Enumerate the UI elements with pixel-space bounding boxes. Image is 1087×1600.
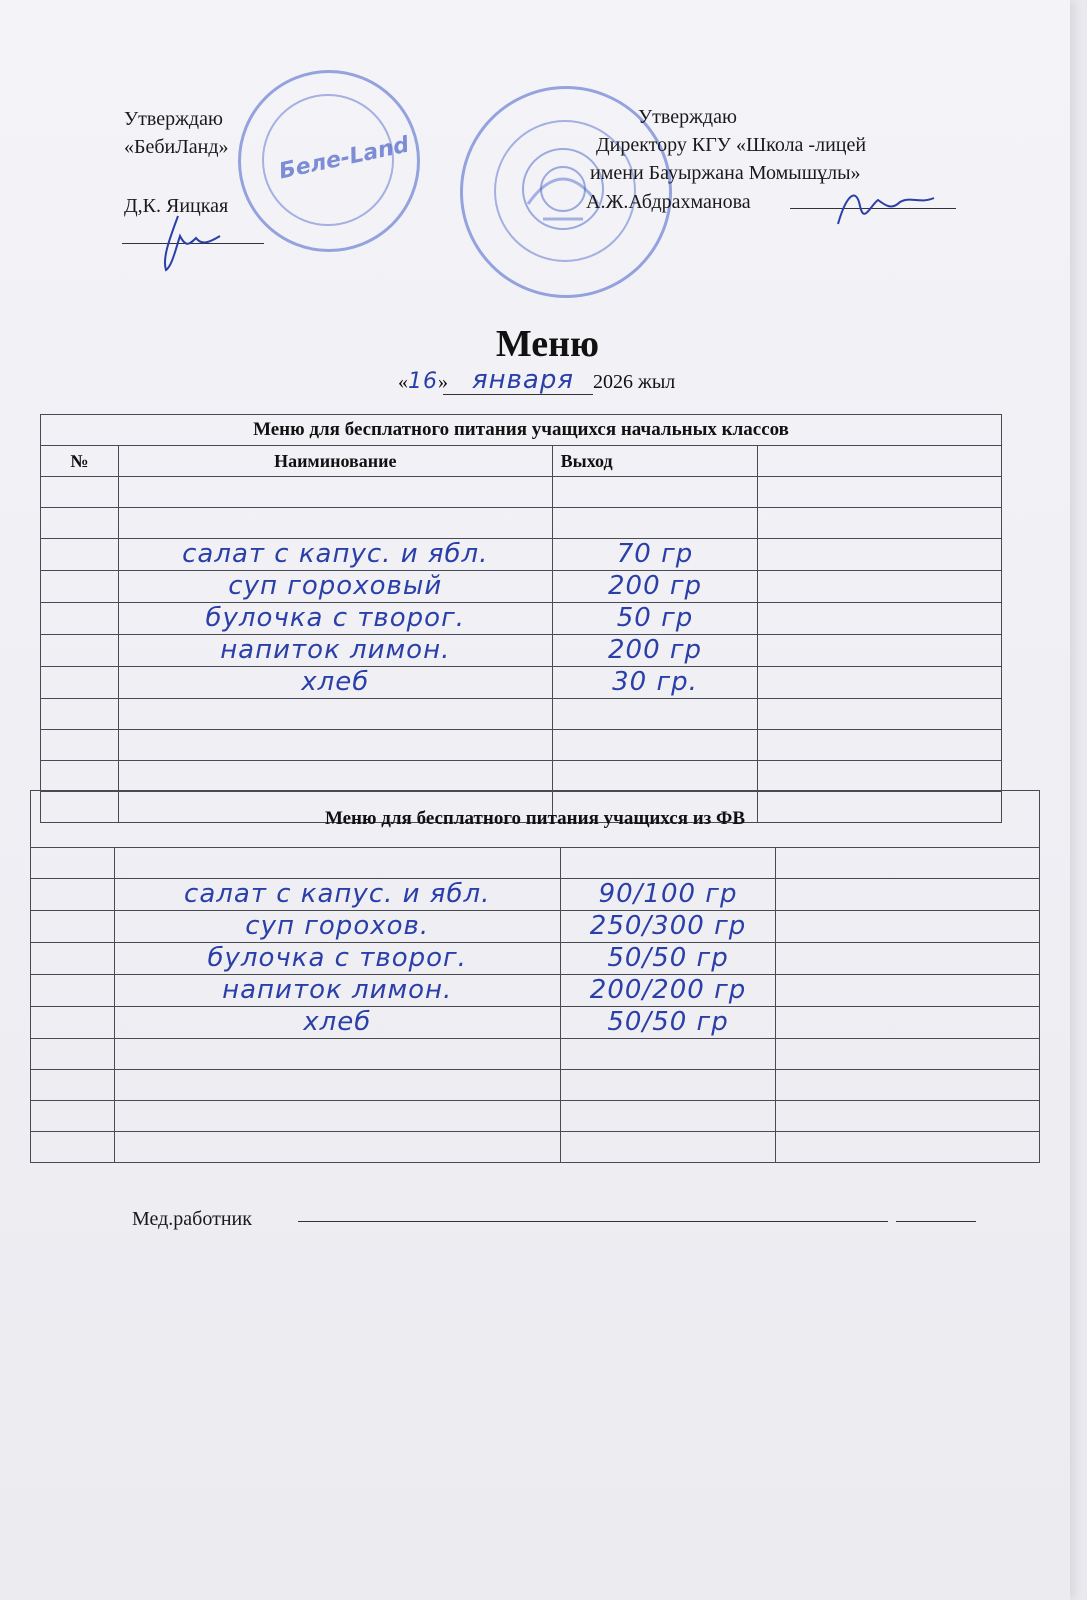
right-approval-line1: Директору КГУ «Школа -лицей — [596, 134, 867, 156]
table-row — [41, 508, 1002, 539]
table-row — [31, 911, 1040, 943]
row-number-cell — [31, 1039, 115, 1070]
row-number-cell — [31, 943, 115, 975]
table-row — [31, 1101, 1040, 1132]
row-output-cell: 50/50 гр — [560, 943, 776, 975]
table-row — [41, 539, 1002, 571]
row-number-cell — [41, 477, 119, 508]
table-row — [41, 571, 1002, 603]
row-extra-cell — [776, 1132, 1040, 1163]
row-number-cell — [31, 1132, 115, 1163]
row-number-cell — [31, 911, 115, 943]
row-number-cell — [41, 730, 119, 761]
row-extra-cell — [758, 635, 1002, 667]
row-name-cell — [114, 848, 560, 879]
row-extra-cell — [776, 848, 1040, 879]
row-name-cell — [118, 508, 552, 539]
left-signature — [150, 208, 240, 278]
row-extra-cell — [758, 699, 1002, 730]
row-number-cell — [31, 1101, 115, 1132]
row-number-cell — [41, 508, 119, 539]
date-year: 2026 — [593, 371, 633, 393]
left-approval-label: Утверждаю — [124, 108, 223, 130]
row-output-cell: 250/300 гр — [560, 911, 776, 943]
row-number-cell — [41, 603, 119, 635]
row-extra-cell — [776, 1039, 1040, 1070]
row-output-cell — [552, 477, 758, 508]
table-caption-row — [31, 791, 1040, 848]
row-output-cell: 50 гр — [552, 603, 758, 635]
row-output-cell — [552, 508, 758, 539]
row-output-cell: 70 гр — [552, 539, 758, 571]
row-extra-cell — [758, 730, 1002, 761]
row-output-cell — [560, 1101, 776, 1132]
row-extra-cell — [776, 1101, 1040, 1132]
table-row — [41, 730, 1002, 761]
row-extra-cell — [776, 975, 1040, 1007]
table-caption-row — [41, 415, 1002, 446]
table-row — [41, 667, 1002, 699]
row-extra-cell — [776, 911, 1040, 943]
table1-caption: Меню для бесплатного питания учащихся начальных классов — [41, 415, 1002, 446]
row-output-cell — [560, 1132, 776, 1163]
date-month-underline — [443, 394, 593, 395]
row-name-cell — [114, 1132, 560, 1163]
table-row — [31, 1039, 1040, 1070]
header-output: Выход — [552, 446, 758, 477]
row-output-cell: 200 гр — [552, 571, 758, 603]
page-title: Меню — [495, 323, 600, 365]
row-extra-cell — [776, 1007, 1040, 1039]
row-extra-cell — [758, 571, 1002, 603]
row-output-cell: 90/100 гр — [560, 879, 776, 911]
left-stamp-text: Беле-Land — [276, 132, 412, 185]
table2-caption: Меню для бесплатного питания учащихся из ФВ — [31, 791, 1040, 848]
row-name-cell — [118, 477, 552, 508]
date-open-quote: « — [398, 371, 408, 393]
table-header-row — [41, 446, 1002, 477]
row-name-cell: напиток лимон. — [118, 635, 552, 667]
row-number-cell — [31, 1007, 115, 1039]
row-name-cell — [114, 1101, 560, 1132]
right-approval-label: Утверждаю — [638, 106, 737, 128]
table-row — [31, 943, 1040, 975]
row-name-cell: булочка с творог. — [118, 603, 552, 635]
row-extra-cell — [758, 603, 1002, 635]
row-output-cell — [552, 699, 758, 730]
row-number-cell — [41, 539, 119, 571]
table-row — [41, 699, 1002, 730]
row-number-cell — [41, 635, 119, 667]
row-extra-cell — [758, 508, 1002, 539]
row-output-cell — [560, 848, 776, 879]
row-output-cell — [560, 1039, 776, 1070]
row-output-cell — [552, 761, 758, 792]
table-row — [31, 1007, 1040, 1039]
row-name-cell: суп гороховый — [118, 571, 552, 603]
row-extra-cell — [758, 667, 1002, 699]
row-number-cell — [41, 667, 119, 699]
row-name-cell: хлеб — [114, 1007, 560, 1039]
row-number-cell — [41, 699, 119, 730]
date-day: 16 — [408, 369, 438, 394]
table-row — [31, 848, 1040, 879]
date-suffix: жыл — [638, 371, 676, 393]
table-row — [41, 761, 1002, 792]
menu-table-primary — [40, 414, 1002, 823]
table-row — [31, 1070, 1040, 1101]
footer-date-line — [896, 1221, 976, 1222]
row-number-cell — [41, 571, 119, 603]
header-number: № — [41, 446, 119, 477]
date-close-quote: » — [438, 371, 448, 393]
row-name-cell: булочка с творог. — [114, 943, 560, 975]
row-extra-cell — [758, 761, 1002, 792]
row-name-cell: салат с капус. и ябл. — [118, 539, 552, 571]
row-output-cell: 200 гр — [552, 635, 758, 667]
table-row — [41, 477, 1002, 508]
row-number-cell — [41, 761, 119, 792]
row-output-cell: 200/200 гр — [560, 975, 776, 1007]
row-extra-cell — [758, 477, 1002, 508]
row-output-cell: 30 гр. — [552, 667, 758, 699]
table-row — [41, 635, 1002, 667]
table-row — [41, 603, 1002, 635]
right-approval-name: А.Ж.Абдрахманова — [586, 191, 751, 213]
row-name-cell — [114, 1070, 560, 1101]
row-output-cell: 50/50 гр — [560, 1007, 776, 1039]
row-name-cell — [118, 699, 552, 730]
left-approval-org: «БебиЛанд» — [124, 136, 229, 158]
row-extra-cell — [776, 1070, 1040, 1101]
footer-label: Мед.работник — [132, 1208, 252, 1230]
row-extra-cell — [776, 879, 1040, 911]
row-extra-cell — [758, 539, 1002, 571]
table-row — [31, 975, 1040, 1007]
header-name: Наиминование — [118, 446, 552, 477]
header-extra — [758, 446, 1002, 477]
footer-signature-line — [298, 1221, 888, 1222]
row-name-cell — [118, 730, 552, 761]
row-name-cell — [114, 1039, 560, 1070]
table-row — [31, 1132, 1040, 1163]
row-extra-cell — [776, 943, 1040, 975]
row-name-cell — [118, 761, 552, 792]
row-name-cell: салат с капус. и ябл. — [114, 879, 560, 911]
right-signature — [830, 176, 940, 238]
table-row — [31, 879, 1040, 911]
row-number-cell — [31, 1070, 115, 1101]
date-month: января — [471, 365, 575, 395]
row-number-cell — [31, 879, 115, 911]
row-name-cell: напиток лимон. — [114, 975, 560, 1007]
row-name-cell: суп горохов. — [114, 911, 560, 943]
right-approval-line2: имени Бауыржана Момышұлы» — [590, 162, 861, 184]
row-number-cell — [31, 848, 115, 879]
left-approval-name: Д,К. Яицкая — [124, 195, 229, 217]
row-name-cell: хлеб — [118, 667, 552, 699]
row-number-cell — [31, 975, 115, 1007]
menu-table-fv — [30, 790, 1040, 1163]
row-output-cell — [552, 730, 758, 761]
row-output-cell — [560, 1070, 776, 1101]
